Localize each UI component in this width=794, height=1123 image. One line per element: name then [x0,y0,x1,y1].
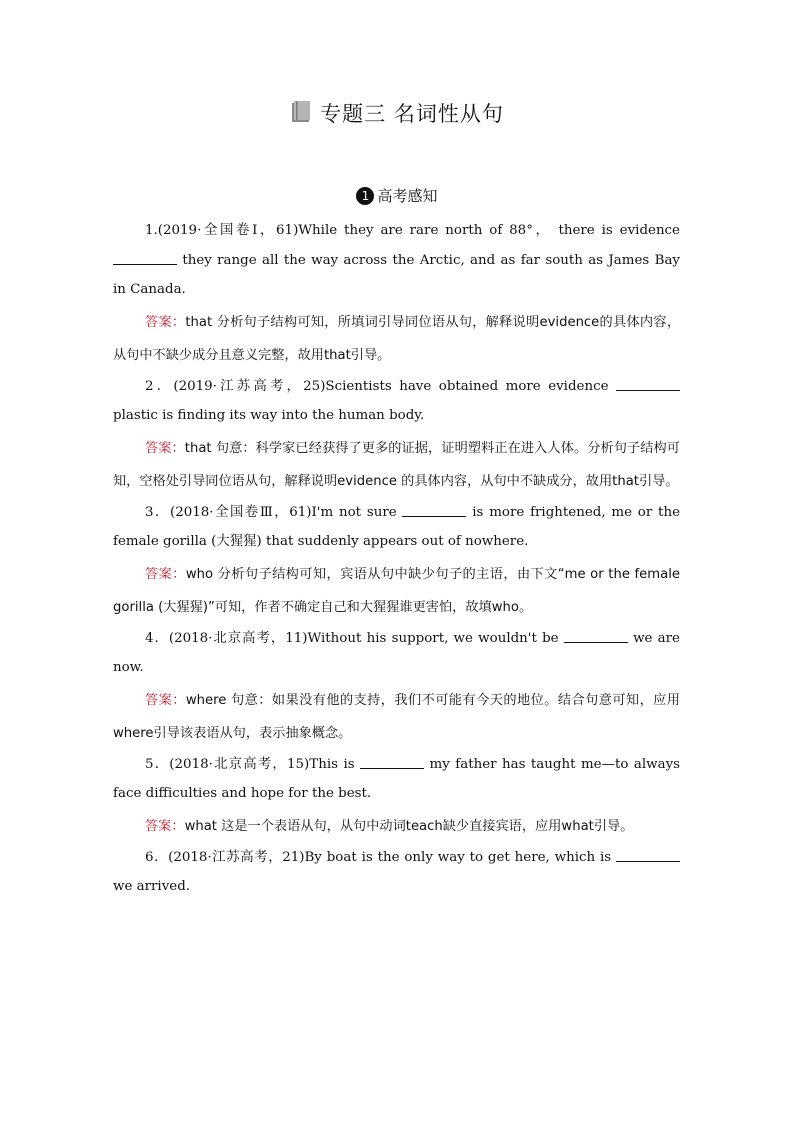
book-icon [290,100,312,124]
answer-label: 答案： [145,692,186,708]
question-4: 4．(2018·北京高考，11)Without his support, we wouldn't be we are now. [113,630,680,675]
answer-blank [113,252,177,265]
section-title: 高考感知 [377,187,438,205]
answer-1: 答案：that 分析句子结构可知，所填词引导同位语从句，解释说明evidence的具体内容，从句中不缺少成分且意义完整，故用that引导。 [113,314,681,363]
answer-3: 答案：who 分析句子结构可知，宾语从句中缺少句子的主语，由下文“me or the female gorilla (大猩猩)”可知，作者不确定自己和大猩猩谁更害怕，故填who。 [113,566,680,615]
answer-label: 答案： [145,566,186,582]
answer-5: 答案：what 这是一个表语从句，从句中动词teach缺少直接宾语，应用what引导。 [145,818,634,834]
section-heading [0,185,794,206]
answer-blank [564,630,628,643]
question-6: 6．(2018·江苏高考，21)By boat is the only way to get here, which is we arrived. [113,843,680,902]
answer-label: 答案： [145,818,185,834]
question-5: 5．(2018·北京高考，15)This is my father has taught me—to always face difficulties and hope for the best. [113,756,681,801]
answer-blank [616,378,680,391]
answer-blank [402,504,466,517]
page-title [0,98,794,128]
answer-label: 答案： [145,314,186,330]
section-number-badge: 1 [356,187,374,205]
answer-2: 答案：that 句意：科学家已经获得了更多的证据，证明塑料正在进入人体。分析句子结构可知，空格处引导同位语从句，解释说明evidence 的具体内容，从句中不缺成分，故用that引导。 [113,440,680,489]
question-list [113,216,680,903]
answer-blank [616,849,680,862]
answer-4: 答案：where 句意：如果没有他的支持，我们不可能有今天的地位。结合句意可知，应用where引导该表语从句，表示抽象概念。 [113,692,680,741]
question-1: 1.(2019·全国卷Ⅰ，61)While they are rare north of 88°， there is evidence they range all the way across the Arctic, and as far south as James Bay in Canada. [113,223,680,297]
title-text: 专题三 名词性从句 [320,102,504,126]
answer-label: 答案： [145,440,185,456]
answer-blank [360,756,424,769]
question-2: 2．(2019·江苏高考，25)Scientists have obtained more evidence plastic is finding its way into the human body. [113,372,680,431]
question-3: 3．(2018·全国卷Ⅲ，61)I'm not sure is more frightened, me or the female gorilla (大猩猩) that suddenly appears out of nowhere. [113,504,680,549]
